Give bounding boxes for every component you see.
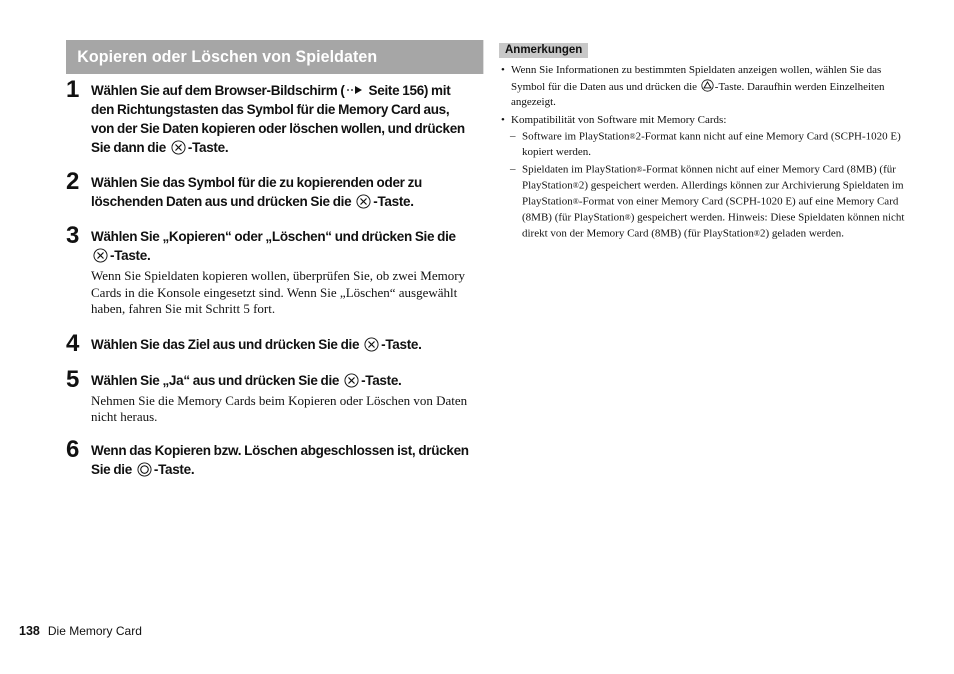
step-number: 5 <box>66 365 80 393</box>
triangle-button-icon <box>701 79 714 92</box>
dash: – <box>510 130 516 142</box>
page-number: 138 <box>19 624 40 638</box>
page-footer <box>19 622 142 640</box>
step-number: 2 <box>66 168 80 195</box>
step-description: Wenn Sie Spieldaten kopieren wollen, überprüfen Sie, ob zwei Memory Cards in die Konsole eingesetzt sind. Wenn Sie „Löschen“ ausgewählt haben, fahren Sie mit Schritt 5 fort. <box>91 268 466 316</box>
step-number: 3 <box>66 222 80 249</box>
step-title: Wenn das Kopieren bzw. Löschen abgeschlossen ist, drücken Sie die -Taste. <box>91 442 469 477</box>
step-number: 6 <box>66 435 80 463</box>
step-number: 1 <box>66 76 80 103</box>
sub-note-item: – Software im PlayStation®2-Format kann nicht auf eine Memory Card (SCPH-1020 E) kopiert werden. <box>510 130 901 158</box>
step-1 <box>66 76 472 157</box>
sub-note-item: – Spieldaten im PlayStation®-Format können nicht auf einer Memory Card (8MB) (für PlayStation®2) gespeichert werden. Allerdings können zur Archivierung Spieldaten im PlayStation®-Format von einer Memory Card (SCPH-1020 E) auf eine Memory Card (8MB) (für PlayStation®) gespeichert werden. Hinweis: Diese Spieldaten können nicht direkt von der Memory Card (8MB) (für PlayStation®2) geladen werden. <box>510 162 905 239</box>
step-description: Nehmen Sie die Memory Cards beim Kopieren oder Löschen von Daten nicht heraus. <box>91 392 468 424</box>
step-4 <box>66 329 472 357</box>
step-2 <box>66 168 472 211</box>
footer-chapter-label: Die Memory Card <box>47 624 142 638</box>
cross-button-icon <box>364 337 379 352</box>
section-title: Kopieren oder Löschen von Spieldaten <box>66 40 483 74</box>
cross-button-icon <box>344 373 359 388</box>
step-5 <box>66 365 472 426</box>
circle-button-icon <box>137 462 152 477</box>
cross-button-icon <box>171 140 186 155</box>
dash: – <box>510 162 516 175</box>
bullet: • <box>501 113 505 126</box>
step-6 <box>66 435 472 479</box>
step-3 <box>66 222 472 318</box>
left-column <box>66 40 472 479</box>
note-item: • Wenn Sie Informationen zu bestimmten Spieldaten anzeigen wollen, wählen Sie das Symbol für die Daten aus und drücken die -Taste. Daraufhin werden Einzelheiten angezeigt. <box>501 64 885 108</box>
cross-button-icon <box>356 194 371 209</box>
step-title: Wählen Sie das Ziel aus und drücken Sie die -Taste. <box>91 336 422 352</box>
step-title: Wählen Sie „Kopieren“ oder „Löschen“ und drücken Sie die -Taste. <box>91 229 456 263</box>
page-reference-arrow-icon <box>346 85 364 95</box>
step-title: Wählen Sie auf dem Browser-Bildschirm ( Seite 156) mit den Richtungstasten das Symbol für die Memory Card aus, von der Sie Daten kopieren oder löschen wollen, und drücken Sie dann die -Taste. <box>91 83 465 155</box>
step-title: Wählen Sie „Ja“ aus und drücken Sie die -Taste. <box>91 372 402 388</box>
note-item: • Kompatibilität von Software mit Memory Cards: <box>499 113 909 129</box>
right-column-notes <box>499 40 909 242</box>
step-title: Wählen Sie das Symbol für die zu kopierenden oder zu löschenden Daten aus und drücken Sie die -Taste. <box>91 175 422 209</box>
step-number: 4 <box>66 329 80 357</box>
cross-button-icon <box>93 248 108 263</box>
notes-label: Anmerkungen <box>499 43 588 58</box>
bullet: • <box>501 64 505 76</box>
